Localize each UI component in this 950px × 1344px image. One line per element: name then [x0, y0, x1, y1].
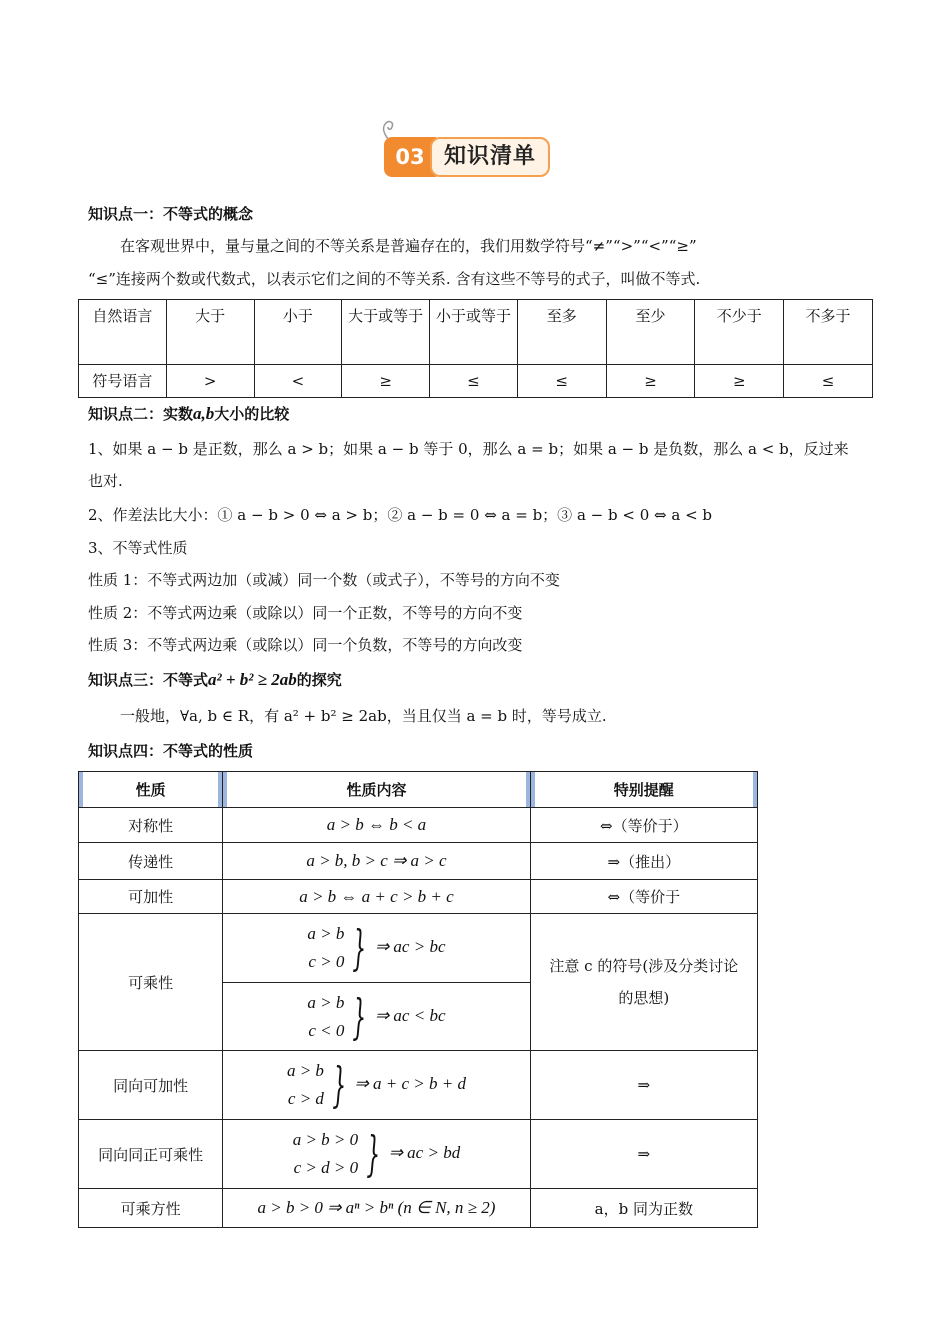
table-cell: 自然语言	[79, 300, 167, 365]
table-header	[79, 772, 223, 808]
section-badge	[384, 133, 567, 182]
table-cell: ≥	[342, 365, 430, 398]
table-header-label: 性质内容	[346, 781, 407, 799]
heading-explore-math: a² + b² ≥ 2ab	[208, 670, 297, 689]
property-name: 同向可加性	[79, 1051, 223, 1120]
table-row	[79, 300, 873, 365]
table-cell: >	[166, 365, 254, 398]
table-header	[530, 772, 757, 808]
conclusion: ⇒ ac < bc	[374, 1005, 446, 1025]
heading-compare	[88, 403, 289, 424]
table-row	[79, 914, 758, 983]
explore-paragraph: 一般地，∀a, b ∈ R，有 a² + b² ≥ 2ab，当且仅当 a = b 时，等号成立.	[120, 707, 607, 725]
table-row	[79, 1051, 758, 1120]
heading-compare-text: 知识点二：实数	[88, 405, 194, 423]
compare-line-2: 2、作差法比大小：① a − b > 0 ⇔ a > b；② a − b = 0 ⇔ a = b；③ a − b < 0 ⇔ a < b	[88, 506, 713, 524]
table-cell: 不少于	[695, 300, 784, 365]
condition: a > b	[307, 992, 345, 1012]
property-content: a > b c > d } ⇒ a + c > b + d	[223, 1051, 530, 1120]
table-header-label: 特别提醒	[613, 781, 674, 799]
property-note: ⇔（等价于	[530, 880, 757, 914]
conclusion: ⇒ ac > bc	[374, 936, 446, 956]
section-number: 03	[384, 137, 436, 177]
table-row	[79, 808, 758, 843]
property-name: 可乘性	[79, 914, 223, 1051]
property-content: a > b ⇔ a + c > b + c	[223, 880, 530, 914]
section-title: 知识清单	[430, 137, 550, 177]
property-content: a > b > 0 c > d > 0 } ⇒ ac > bd	[223, 1120, 530, 1189]
note-line: 的思想)	[618, 989, 670, 1007]
compare-line-3: 3、不等式性质	[88, 539, 188, 557]
table-row	[79, 1120, 758, 1189]
table-cell: 符号语言	[79, 365, 167, 398]
table-cell: ≥	[606, 365, 695, 398]
table-header-row	[79, 772, 758, 808]
note-line: 注意 c 的符号(涉及分类讨论	[549, 957, 739, 975]
table-cell: 至少	[606, 300, 695, 365]
property-1: 性质 1：不等式两边加（或减）同一个数（或式子），不等号的方向不变	[88, 571, 560, 589]
property-content: a > b c > 0 } ⇒ ac > bc	[223, 914, 530, 983]
compare-line-1b: 也对.	[88, 472, 123, 490]
heading-compare-math: a,b	[193, 404, 215, 423]
paragraph-concept-2: “≤”连接两个数或代数式，以表示它们之间的不等关系. 含有这些不等号的式子，叫做不等式.	[88, 270, 701, 288]
property-name: 对称性	[79, 808, 223, 843]
property-note: a，b 同为正数	[530, 1189, 757, 1228]
conclusion: ⇒ a + c > b + d	[354, 1073, 466, 1093]
table-row	[79, 880, 758, 914]
compare-line-1: 1、如果 a − b 是正数，那么 a > b；如果 a − b 等于 0，那么 a = b；如果 a − b 是负数，那么 a < b，反过来	[88, 440, 849, 458]
heading-concept: 知识点一：不等式的概念	[88, 205, 254, 223]
properties-table	[78, 771, 758, 1228]
property-note: ⇒	[530, 1120, 757, 1189]
table-cell: 不多于	[784, 300, 873, 365]
table-header	[223, 772, 530, 808]
heading-compare-text-2: 大小的比较	[214, 405, 290, 423]
conclusion: ⇒ ac > bd	[388, 1142, 461, 1162]
language-table	[78, 299, 873, 398]
property-note	[530, 914, 757, 1051]
property-content: a > b, b > c ⇒ a > c	[223, 843, 530, 880]
heading-properties: 知识点四：不等式的性质	[88, 742, 254, 760]
table-cell: ≤	[784, 365, 873, 398]
property-content: a > b ⇔ b < a	[223, 808, 530, 843]
heading-explore	[88, 669, 342, 690]
property-note: ⇒	[530, 1051, 757, 1120]
condition: c > 0	[308, 952, 345, 971]
table-cell: ≥	[695, 365, 784, 398]
condition: a > b	[307, 924, 345, 943]
table-cell: 至多	[517, 300, 606, 365]
table-cell: 大于或等于	[342, 300, 430, 365]
property-content: a > b c < 0 } ⇒ ac < bc	[223, 983, 530, 1051]
condition: a > b > 0	[292, 1130, 359, 1149]
table-cell: ≤	[430, 365, 518, 398]
property-name: 传递性	[79, 843, 223, 880]
condition: c > d	[287, 1089, 324, 1108]
condition: a > b	[286, 1061, 324, 1080]
property-3: 性质 3：不等式两边乘（或除以）同一个负数，不等号的方向改变	[88, 636, 523, 654]
condition: c < 0	[308, 1020, 345, 1040]
table-row	[79, 1189, 758, 1228]
property-name: 可加性	[79, 880, 223, 914]
property-name: 同向同正可乘性	[79, 1120, 223, 1189]
condition: c > d > 0	[293, 1158, 359, 1177]
property-note: ⇔（等价于）	[530, 808, 757, 843]
property-content: a > b > 0 ⇒ aⁿ > bⁿ (n ∈ N, n ≥ 2)	[223, 1189, 530, 1228]
table-cell: 小于或等于	[430, 300, 518, 365]
table-row	[79, 365, 873, 398]
property-name: 可乘方性	[79, 1189, 223, 1228]
heading-explore-text-2: 的探究	[296, 671, 342, 689]
table-row	[79, 843, 758, 880]
table-cell: 大于	[166, 300, 254, 365]
table-header-label: 性质	[135, 781, 166, 799]
table-cell: ≤	[517, 365, 606, 398]
property-note: ⇒（推出）	[530, 843, 757, 880]
table-cell: 小于	[254, 300, 342, 365]
paragraph-concept-1: 在客观世界中，量与量之间的不等关系是普遍存在的，我们用数学符号“≠”“>”“<”“≥”	[120, 237, 697, 255]
property-2: 性质 2：不等式两边乘（或除以）同一个正数，不等号的方向不变	[88, 604, 523, 622]
table-cell: <	[254, 365, 342, 398]
heading-explore-text: 知识点三：不等式	[88, 671, 209, 689]
